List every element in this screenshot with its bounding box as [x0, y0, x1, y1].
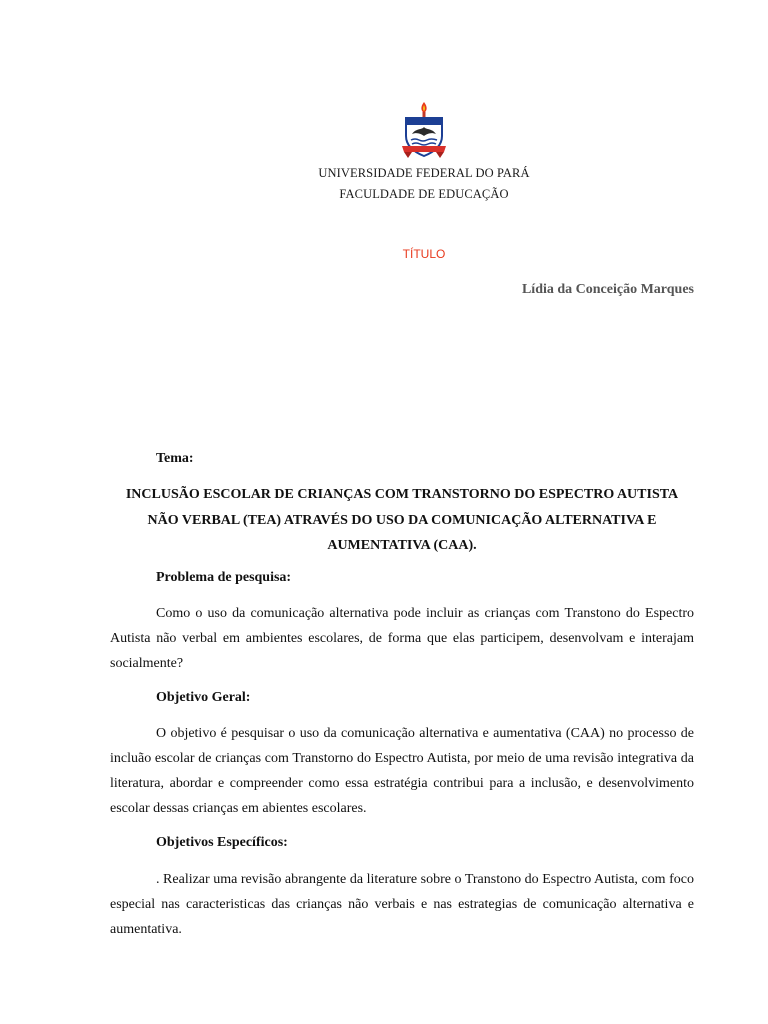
objetivo-geral-text: O objetivo é pesquisar o uso da comunicação alternativa e aumentativa (CAA) no processo de incluão escolar de crianças com Transtorno do Espectro Autista, por meio de uma revisão integrativa da literatura, abordar e compreender como essa estratégia contribui para a inclusão, e desenvolvimento escolar dessas crianças em abientes escolares. [110, 726, 694, 816]
objetivos-especificos-label: Objetivos Específicos: [156, 835, 288, 850]
objetivo-geral-paragraph [110, 721, 694, 821]
tema-text: INCLUSÃO ESCOLAR DE CRIANÇAS COM TRANSTORNO DO ESPECTRO AUTISTA NÃO VERBAL (TEA) ATRAVÉS DO USO DA COMUNICAÇÃO ALTERNATIVA E AUMENTATIVA (CAA). [125, 487, 679, 553]
author-name: Lídia da Conceição Marques [521, 282, 694, 297]
document-title: TÍTULO [402, 247, 446, 261]
objetivo-geral-label: Objetivo Geral: [156, 690, 251, 705]
objetivos-especificos-text: . Realizar uma revisão abrangente da literature sobre o Transtono do Espectro Autista, com foco especial nas caracteristicas das crianças não verbais e nas estrategias de comunicação alternativa e aumentativa. [110, 872, 694, 937]
problema-text: Como o uso da comunicação alternativa pode incluir as crianças com Transtono do Espectro Autista não verbal em ambientes escolares, de forma que elas participem, desenvolvam e interajam socialmente? [110, 606, 694, 671]
university-crest-icon [398, 100, 450, 162]
faculty-name: FACULDADE DE EDUCAÇÃO [339, 187, 509, 201]
institution-name: UNIVERSIDADE FEDERAL DO PARÁ [318, 166, 530, 180]
problema-label: Problema de pesquisa: [156, 570, 292, 585]
problema-paragraph [110, 601, 694, 676]
objetivos-especificos-paragraph [110, 867, 694, 942]
tema-label: Tema: [156, 451, 194, 466]
